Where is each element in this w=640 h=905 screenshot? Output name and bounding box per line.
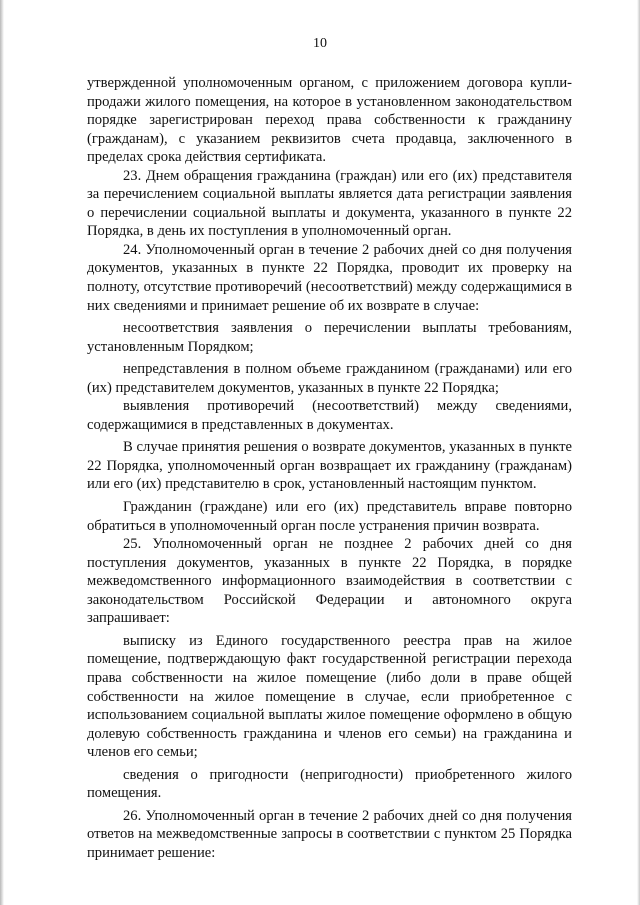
paragraph-item-25: 25. Уполномоченный орган не позднее 2 рабочих дней со дня поступления документов, указанных в пункте 22 Порядка, в порядке межведомственного информационного взаимодействия в соответствии с законодательством Российской Федерации и автономного округа запрашивает: bbox=[87, 536, 572, 627]
paragraph-registry-extract: выписку из Единого государственного реестра прав на жилое помещение, подтверждающую факт государственной регистрации перехода права собственности на жилое помещение (либо доли в праве общей собственности на жилое помещение в случае, если приобретенное с использованием социальной выплаты жилое помещение оформлено в общую долевую собственность гражданина и членов его семьи) на гражданина и членов его семьи; bbox=[87, 632, 572, 761]
paragraph-item-23: 23. Днем обращения гражданина (граждан) или его (их) представителя за перечислением социальной выплаты является дата регистрации заявления о перечислении социальной выплаты и документа, указанного в пункте 22 Порядка, в день их поступления в уполномоченный орган. bbox=[87, 167, 572, 240]
document-body bbox=[87, 74, 572, 862]
paragraph-item-26: 26. Уполномоченный орган в течение 2 рабочих дней со дня получения ответов на межведомственные запросы в соответствии с пунктом 25 Порядка принимает решение: bbox=[87, 807, 572, 861]
paragraph-reapply: Гражданин (граждане) или его (их) представитель вправе повторно обратиться в уполномоченный орган после устранения причин возврата. bbox=[87, 499, 572, 534]
paragraph-case-contradictions: выявления противоречий (несоответствий) между сведениями, содержащимися в представленных в документах. bbox=[87, 398, 572, 433]
page-number: 10 bbox=[313, 36, 327, 51]
paragraph-case-mismatch: несоответствия заявления о перечислении выплаты требованиям, установленным Порядком; bbox=[87, 320, 572, 355]
paragraph-return-decision: В случае принятия решения о возврате документов, указанных в пункте 22 Порядка, уполномоченный орган возвращает их гражданину (гражданам) или его (их) представителю в срок, установленный настоящим пунктом. bbox=[87, 439, 572, 493]
paragraph-case-incomplete: непредставления в полном объеме гражданином (гражданами) или его (их) представителем документов, указанных в пункте 22 Порядка; bbox=[87, 361, 572, 396]
scan-edge-left bbox=[0, 0, 4, 905]
paragraph-continuation: утвержденной уполномоченным органом, с приложением договора купли-продажи жилого помещения, на которое в установленном законодательством порядке зарегистрирован переход права собственности к гражданину (гражданам), с указанием реквизитов счета продавца, заключенного в пределах срока действия сертификата. bbox=[87, 75, 572, 166]
paragraph-item-24: 24. Уполномоченный орган в течение 2 рабочих дней со дня получения документов, указанных в пункте 22 Порядка, проводит их проверку на полноту, отсутствие противоречий (несоответствий) между содержащимися в них сведениями и принимает решение об их возврате в случае: bbox=[87, 241, 572, 314]
paragraph-suitability-info: сведения о пригодности (непригодности) приобретенного жилого помещения. bbox=[87, 766, 572, 802]
